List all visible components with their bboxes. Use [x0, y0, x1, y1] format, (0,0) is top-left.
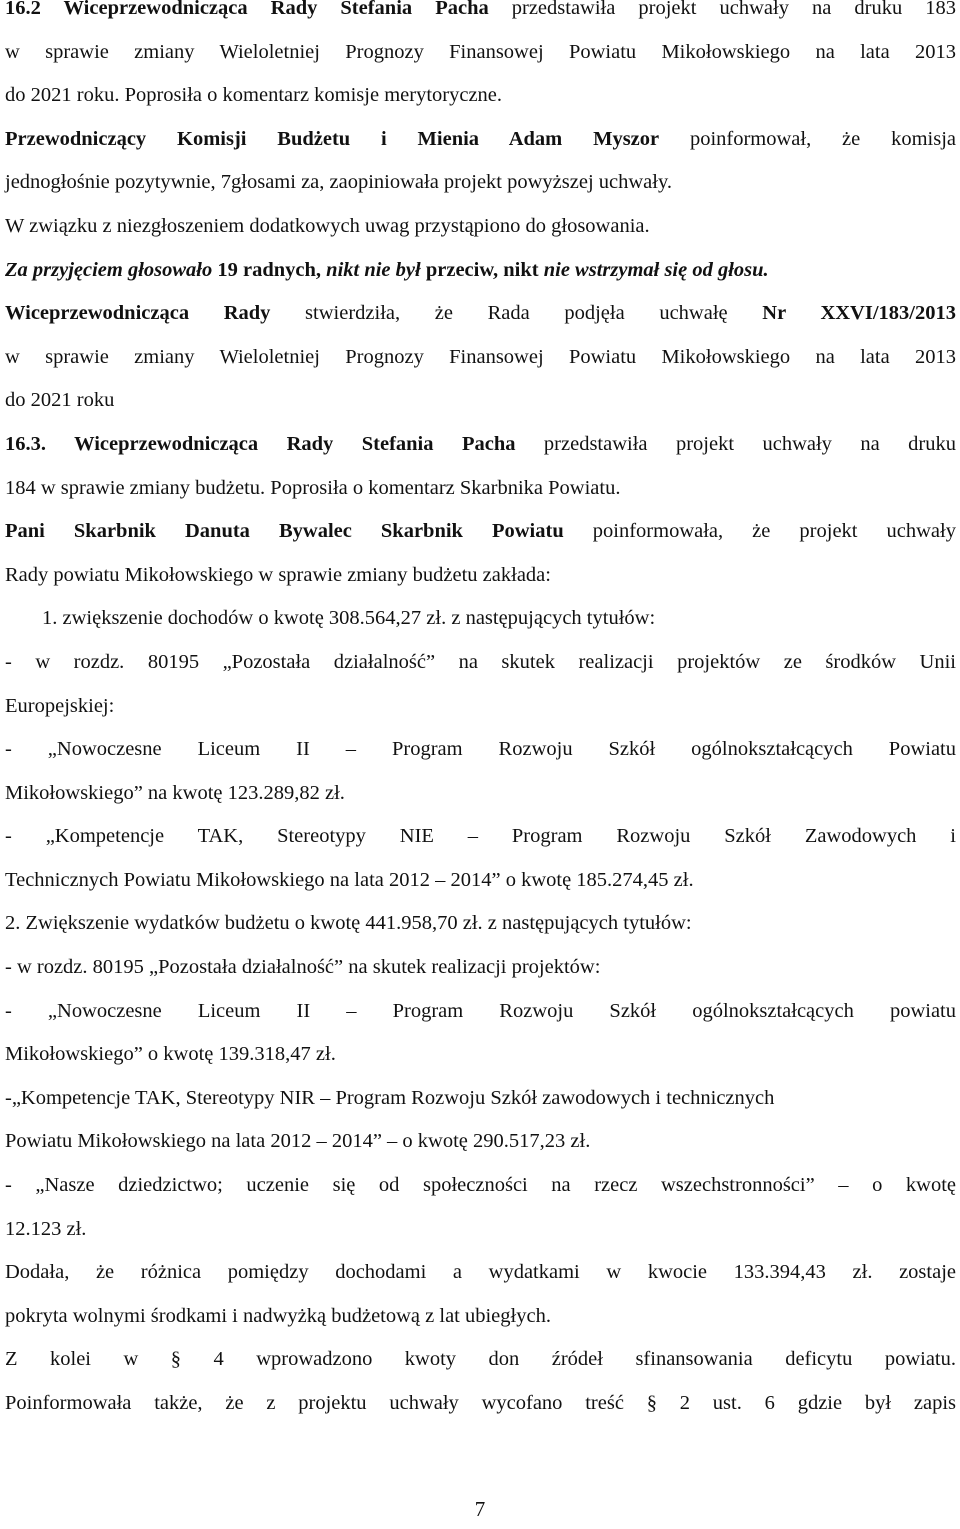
- text-line: [0, 336, 956, 380]
- text-line: [0, 815, 956, 859]
- text-line: [0, 1120, 956, 1164]
- text-segment: - „Nowoczesne Liceum II – Program Rozwoju Szkół ogólnokształcących Powiatu: [5, 738, 956, 761]
- text-segment: - „Nasze dziedzictwo; uczenie się od społeczności na rzecz wszechstronności” – o kwotę: [5, 1174, 956, 1197]
- text-segment: Powiatu Mikołowskiego na lata 2012 – 2014” – o kwotę 290.517,23 zł.: [5, 1130, 591, 1153]
- text-line: [0, 597, 956, 641]
- text-segment: jednogłośnie pozytywnie, 7głosami za, zaopiniowała projekt powyższej uchwały.: [5, 171, 673, 194]
- text-line: [0, 31, 956, 75]
- text-segment: W związku z niezgłoszeniem dodatkowych uwag przystąpiono do głosowania.: [5, 214, 650, 237]
- text-line: [0, 902, 956, 946]
- text-segment: Poinformowała także, że z projektu uchwały wycofano treść § 2 ust. 6 gdzie był zapis: [5, 1392, 956, 1414]
- text-segment: do 2021 roku. Poprosiła o komentarz komisje merytoryczne.: [5, 84, 503, 107]
- text-line: [0, 379, 956, 423]
- text-segment: nikt nie był: [326, 258, 421, 281]
- text-line: [0, 554, 956, 598]
- text-line: [0, 292, 956, 336]
- text-segment: Z kolei w § 4 wprowadzono kwoty don źródeł sfinansowania deficytu powiatu.: [5, 1348, 956, 1371]
- text-segment: Wiceprzewodnicząca Rady: [5, 302, 271, 325]
- text-line: [0, 990, 956, 1034]
- text-line: [0, 205, 956, 249]
- text-line: [0, 1077, 956, 1121]
- text-line: [0, 161, 956, 205]
- text-line: [0, 249, 956, 293]
- text-segment: 16.3. Wiceprzewodnicząca Rady Stefania Pacha: [5, 432, 516, 455]
- text-line: [0, 859, 956, 903]
- text-segment: przeciw, nikt: [420, 258, 544, 281]
- text-line: [0, 1033, 956, 1077]
- text-segment: Nr XXVI/183/2013: [762, 302, 956, 325]
- text-segment: w sprawie zmiany Wieloletniej Prognozy Finansowej Powiatu Mikołowskiego na lata 2013: [5, 345, 956, 368]
- text-segment: 12.123 zł.: [5, 1217, 87, 1240]
- text-segment: nie wstrzymał się od głosu.: [543, 258, 769, 281]
- text-segment: - „Kompetencje TAK, Stereotypy NIE – Program Rozwoju Szkół Zawodowych i: [5, 825, 956, 848]
- text-segment: 19 radnych,: [212, 258, 327, 281]
- text-segment: 16.2 Wiceprzewodnicząca Rady Stefania Pacha: [5, 0, 489, 19]
- text-segment: do 2021 roku: [5, 389, 115, 412]
- text-segment: Europejskiej:: [5, 694, 115, 717]
- text-segment: -„Kompetencje TAK, Stereotypy NIR – Program Rozwoju Szkół zawodowych i technicznych: [5, 1086, 775, 1109]
- text-segment: 2. Zwiększenie wydatków budżetu o kwotę 441.958,70 zł. z następujących tytułów:: [5, 912, 692, 935]
- page-number: 7: [474, 1497, 486, 1521]
- text-line: [0, 641, 956, 685]
- text-segment: Przewodniczący Komisji Budżetu i Mienia Adam Myszor: [5, 127, 660, 150]
- text-line: [0, 946, 956, 990]
- text-segment: Mikołowskiego” o kwotę 139.318,47 zł.: [5, 1043, 336, 1066]
- text-segment: poinformował, że komisja: [659, 127, 956, 150]
- text-line: [0, 1251, 956, 1295]
- text-line: [0, 467, 956, 511]
- text-line: [0, 1164, 956, 1208]
- text-line: [0, 1295, 956, 1339]
- text-segment: Rady powiatu Mikołowskiego w sprawie zmiany budżetu zakłada:: [5, 563, 551, 586]
- text-segment: Pani Skarbnik Danuta Bywalec Skarbnik Powiatu: [5, 520, 564, 543]
- text-line: [0, 772, 956, 816]
- text-segment: Dodała, że różnica pomiędzy dochodami a wydatkami w kwocie 133.394,43 zł. zostaje: [5, 1261, 956, 1284]
- text-line: [0, 0, 956, 31]
- text-segment: 184 w sprawie zmiany budżetu. Poprosiła o komentarz Skarbnika Powiatu.: [5, 476, 621, 499]
- text-segment: - „Nowoczesne Liceum II – Program Rozwoju Szkół ogólnokształcących powiatu: [5, 999, 956, 1022]
- text-line: [0, 1338, 956, 1382]
- text-segment: przedstawiła projekt uchwały na druku: [515, 432, 956, 455]
- text-segment: poinformowała, że projekt uchwały: [563, 520, 956, 543]
- text-segment: - w rozdz. 80195 „Pozostała działalność” na skutek realizacji projektów:: [5, 956, 601, 979]
- text-segment: Za przyjęciem głosowało: [5, 258, 213, 281]
- text-line: [0, 685, 956, 729]
- text-line: [0, 1382, 956, 1426]
- text-segment: przedstawiła projekt uchwały na druku 183: [488, 0, 956, 19]
- text-line: [0, 510, 956, 554]
- text-segment: Technicznych Powiatu Mikołowskiego na lata 2012 – 2014” o kwotę 185.274,45 zł.: [5, 868, 694, 891]
- text-line: [0, 423, 956, 467]
- text-segment: Mikołowskiego” na kwotę 123.289,82 zł.: [5, 781, 345, 804]
- text-segment: 1. zwiększenie dochodów o kwotę 308.564,27 zł. z następujących tytułów:: [42, 607, 656, 630]
- text-line: [0, 1208, 956, 1252]
- text-segment: - w rozdz. 80195 „Pozostała działalność” na skutek realizacji projektów ze środków Unii: [5, 650, 956, 673]
- text-line: [0, 118, 956, 162]
- text-segment: w sprawie zmiany Wieloletniej Prognozy Finansowej Powiatu Mikołowskiego na lata 2013: [5, 40, 956, 63]
- text-line: [0, 728, 956, 772]
- text-line: [0, 74, 956, 118]
- text-segment: pokryta wolnymi środkami i nadwyżką budżetową z lat ubiegłych.: [5, 1304, 551, 1327]
- text-segment: stwierdziła, że Rada podjęła uchwałę: [270, 302, 763, 325]
